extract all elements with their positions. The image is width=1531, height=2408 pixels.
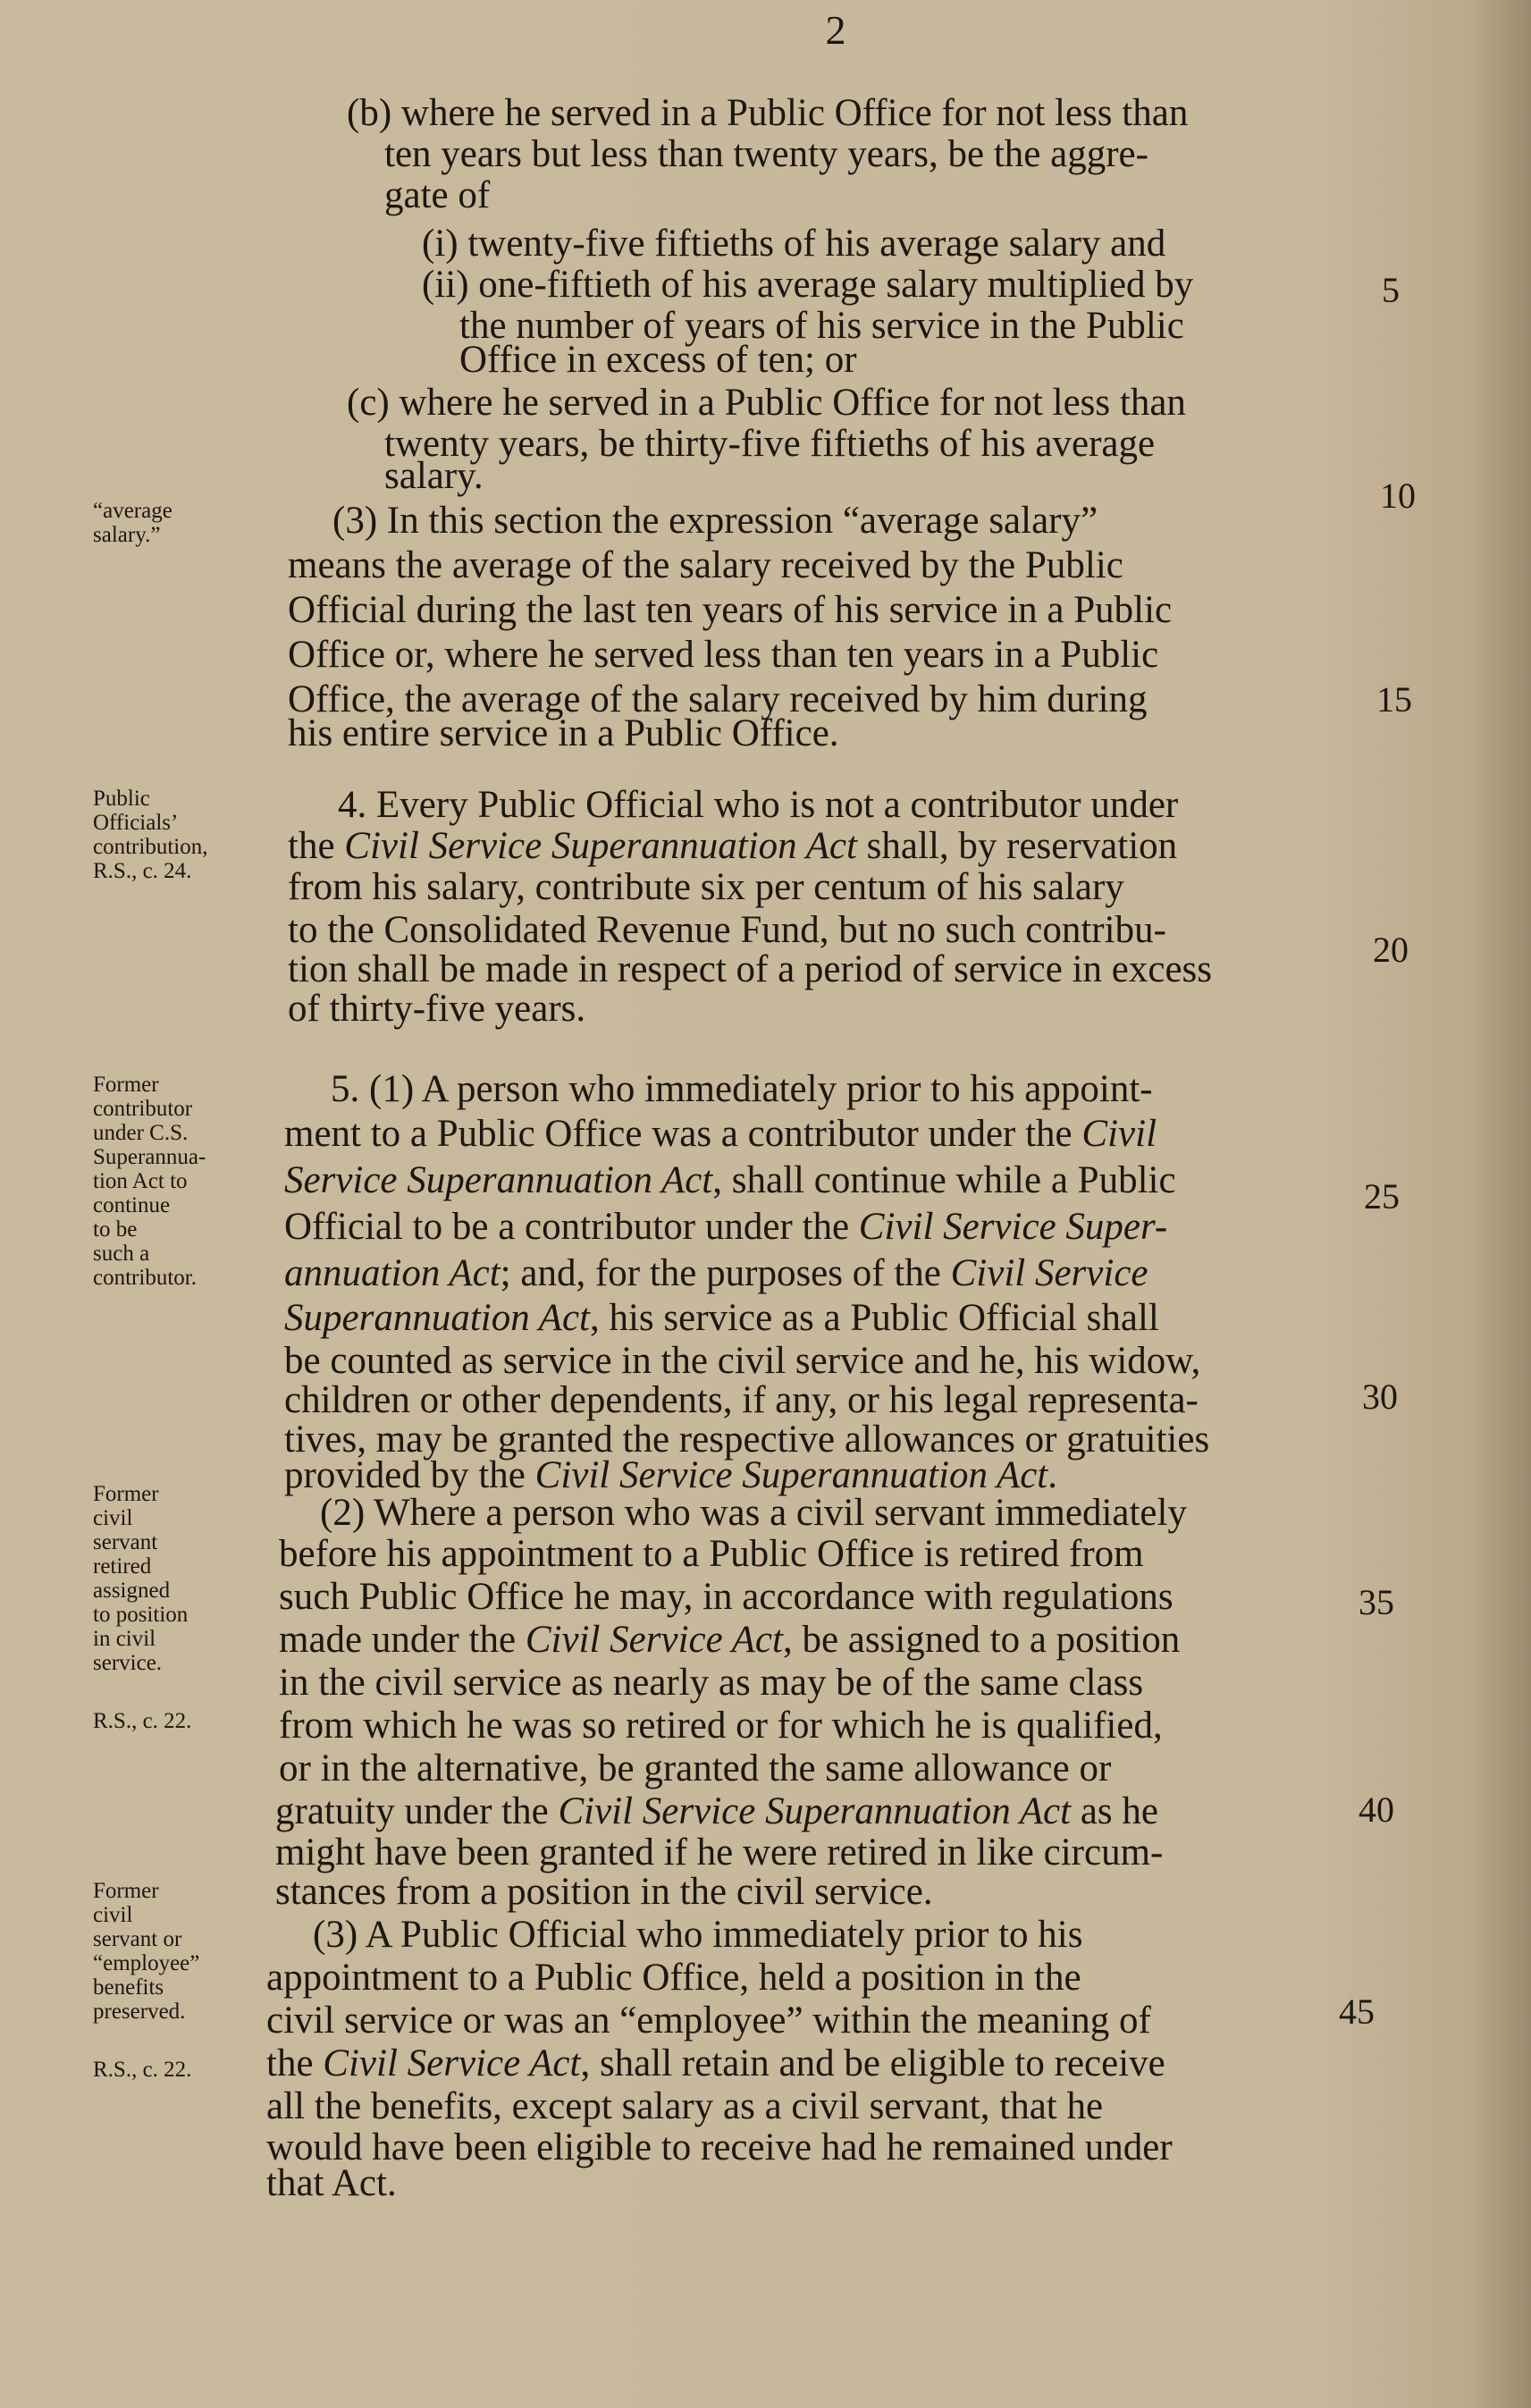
text-line: that Act.	[266, 2162, 397, 2204]
text-line: gratuity under the Civil Service Superannuation Act as he	[275, 1790, 1158, 1832]
line-number: 35	[1359, 1582, 1394, 1622]
text-line: from which he was so retired or for which he is qualified,	[279, 1705, 1163, 1747]
text-line: 4. Every Public Official who is not a contributor under	[338, 784, 1179, 826]
text-line: would have been eligible to receive had he remained under	[266, 2126, 1173, 2168]
text-line: the Civil Service Superannuation Act shall, by reservation	[288, 825, 1178, 867]
text-line: all the benefits, except salary as a civil servant, that he	[266, 2085, 1104, 2127]
text-line: Official to be a contributor under the Civil Service Super-	[284, 1206, 1168, 1248]
text-line: 5. (1) A person who immediately prior to his appoint-	[331, 1068, 1153, 1110]
text-line: made under the Civil Service Act, be assigned to a position	[279, 1619, 1181, 1661]
text-line: (b) where he served in a Public Office for not less than	[347, 92, 1189, 134]
page-number: 2	[825, 7, 846, 53]
text-line: appointment to a Public Office, held a position in the	[266, 1957, 1081, 1999]
margin-note-benefits-preserved: Former civil servant or “employee” benefits preserved.	[93, 1879, 200, 2024]
margin-note-former-civil-servant-retired: Former civil servant retired assigned to position in civil service.	[93, 1482, 189, 1675]
margin-note-officials-contribution: Public Officials’ contribution, R.S., c. 24.	[93, 787, 208, 883]
text-line: civil service or was an “employee” within the meaning of	[266, 2000, 1151, 2042]
text-line: annuation Act; and, for the purposes of the Civil Service	[284, 1252, 1148, 1294]
text-line: children or other dependents, if any, or his legal representa-	[284, 1379, 1199, 1421]
text-line: stances from a position in the civil service.	[275, 1871, 933, 1913]
text-line: ment to a Public Office was a contributor under the Civil	[284, 1113, 1157, 1155]
text-line: to the Consolidated Revenue Fund, but no such contribu-	[288, 909, 1166, 951]
text-line: Official during the last ten years of his service in a Public	[288, 589, 1173, 631]
text-line: tion shall be made in respect of a period of service in excess	[288, 948, 1213, 990]
text-line: Service Superannuation Act, shall continue while a Public	[284, 1159, 1176, 1201]
text-line: salary.	[384, 455, 484, 497]
text-line: the number of years of his service in the Public	[459, 305, 1184, 347]
text-line: Superannuation Act, his service as a Public Official shall	[284, 1297, 1159, 1339]
text-line: or in the alternative, be granted the same allowance or	[279, 1747, 1112, 1789]
text-line: (2) Where a person who was a civil servant immediately	[320, 1492, 1187, 1534]
line-number: 30	[1362, 1377, 1398, 1417]
text-line: from his salary, contribute six per centum of his salary	[288, 866, 1124, 908]
text-line: (ii) one-fiftieth of his average salary multiplied by	[422, 264, 1194, 306]
text-line: Office or, where he served less than ten years in a Public	[288, 634, 1159, 676]
text-line: gate of	[384, 174, 491, 216]
line-number: 20	[1373, 930, 1409, 970]
line-number: 40	[1359, 1789, 1394, 1830]
text-line: (3) A Public Official who immediately prior to his	[313, 1914, 1083, 1956]
text-line: his entire service in a Public Office.	[288, 712, 839, 754]
text-line: Office, the average of the salary received by him during	[288, 678, 1148, 720]
line-number: 5	[1382, 270, 1400, 310]
text-line: (3) In this section the expression “average salary”	[332, 500, 1098, 542]
margin-note-statute-reference: R.S., c. 22.	[93, 2058, 192, 2082]
text-line: of thirty-five years.	[288, 988, 586, 1030]
text-line: the Civil Service Act, shall retain and be eligible to receive	[266, 2042, 1165, 2084]
text-line: Office in excess of ten; or	[459, 339, 857, 381]
text-line: (c) where he served in a Public Office for not less than	[347, 382, 1186, 424]
margin-note-average-salary: “average salary.”	[93, 499, 172, 547]
line-number: 25	[1364, 1176, 1400, 1217]
text-line: means the average of the salary received by the Public	[288, 544, 1123, 586]
text-line: before his appointment to a Public Office is retired from	[279, 1533, 1144, 1575]
text-line: (i) twenty-five fiftieths of his average salary and	[422, 223, 1166, 265]
text-line: might have been granted if he were retired in like circum-	[275, 1831, 1164, 1873]
text-line: tives, may be granted the respective allowances or gratuities	[284, 1419, 1210, 1461]
text-line: be counted as service in the civil service and he, his widow,	[284, 1340, 1201, 1382]
text-line: such Public Office he may, in accordance with regulations	[279, 1576, 1173, 1618]
margin-note-former-contributor: Former contributor under C.S. Superannua- tion Act to continue to be such a contributor.	[93, 1073, 206, 1290]
text-line: provided by the Civil Service Superannuation Act.	[284, 1454, 1058, 1496]
line-number: 10	[1380, 476, 1416, 516]
text-line: ten years but less than twenty years, be the aggre-	[384, 133, 1148, 175]
text-line: twenty years, be thirty-five fiftieths of his average	[384, 423, 1156, 465]
text-line: in the civil service as nearly as may be of the same class	[279, 1662, 1144, 1704]
margin-note-statute-reference: R.S., c. 22.	[93, 1709, 192, 1733]
line-number: 45	[1339, 1991, 1375, 2032]
line-number: 15	[1376, 679, 1412, 720]
